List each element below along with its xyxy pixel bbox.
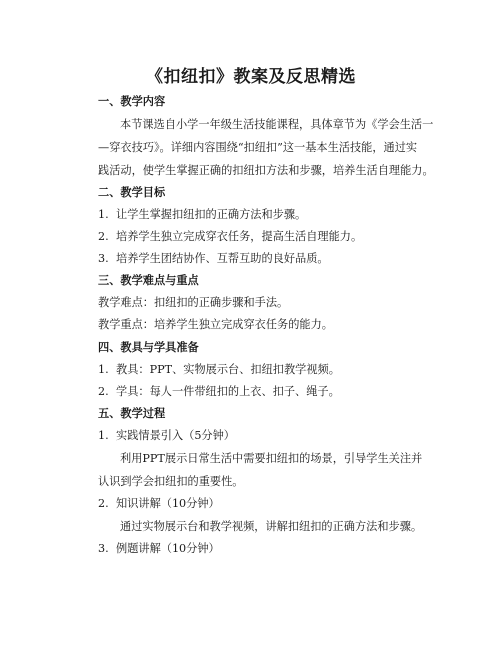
list-item — [98, 363, 340, 377]
list-item — [98, 497, 220, 511]
section-heading-1: 一、教学内容 — [98, 95, 166, 108]
paragraph-line: 通过实物展示台和教学视频，讲解扣纽扣的正确方法和步骤。 — [120, 520, 423, 533]
list-text: 实践情景引入（5分钟） — [116, 429, 235, 442]
list-number: 2. — [98, 230, 109, 243]
paragraph-line: 利用PPT展示日常生活中需要扣纽扣的场景，引导学生关注并 — [120, 452, 423, 465]
section-heading-5: 五、教学过程 — [98, 407, 166, 420]
paragraph-line: 践活动，使学生掌握正确的扣纽扣方法和步骤，培养生活自理能力。 — [98, 164, 434, 177]
list-number: 3. — [98, 542, 109, 555]
list-item — [98, 208, 306, 222]
list-number: 3. — [98, 252, 109, 265]
list-number: 2. — [98, 385, 109, 398]
section-heading-3: 三、教学难点与重点 — [98, 274, 199, 287]
list-text: 培养学生独立完成穿衣任务，提高生活自理能力。 — [116, 230, 363, 243]
list-text: 知识讲解（10分钟） — [116, 497, 220, 510]
list-text: 让学生掌握扣纽扣的正确方法和步骤。 — [116, 208, 307, 221]
paragraph-line: 教学重点：培养学生独立完成穿衣任务的能力。 — [98, 318, 333, 331]
paragraph-line: 教学难点：扣纽扣的正确步骤和手法。 — [98, 296, 289, 309]
list-item — [98, 252, 329, 266]
list-item — [98, 429, 235, 443]
document-title: 《扣纽扣》教案及反思精选 — [146, 67, 356, 87]
list-text: 教具：PPT、实物展示台、扣纽扣教学视频。 — [116, 363, 340, 376]
list-item — [98, 230, 362, 244]
paragraph-line: 认识到学会扣纽扣的重要性。 — [98, 475, 244, 488]
list-number: 1. — [98, 208, 109, 221]
paragraph-line: —穿衣技巧》。详细内容围绕“扣纽扣”这一基本生活技能，通过实 — [98, 141, 418, 154]
list-text: 培养学生团结协作、互帮互助的良好品质。 — [116, 252, 329, 265]
section-heading-4: 四、教具与学具准备 — [98, 341, 199, 354]
list-item — [98, 542, 220, 556]
paragraph-line: 本节课选自小学一年级生活技能课程，具体章节为《学会生活一 — [120, 118, 434, 131]
list-number: 2. — [98, 497, 109, 510]
list-number: 1. — [98, 429, 109, 442]
section-heading-2: 二、教学目标 — [98, 186, 166, 199]
list-text: 例题讲解（10分钟） — [116, 542, 220, 555]
list-text: 学具：每人一件带纽扣的上衣、扣子、绳子。 — [116, 385, 340, 398]
list-number: 1. — [98, 363, 109, 376]
list-item — [98, 385, 340, 399]
